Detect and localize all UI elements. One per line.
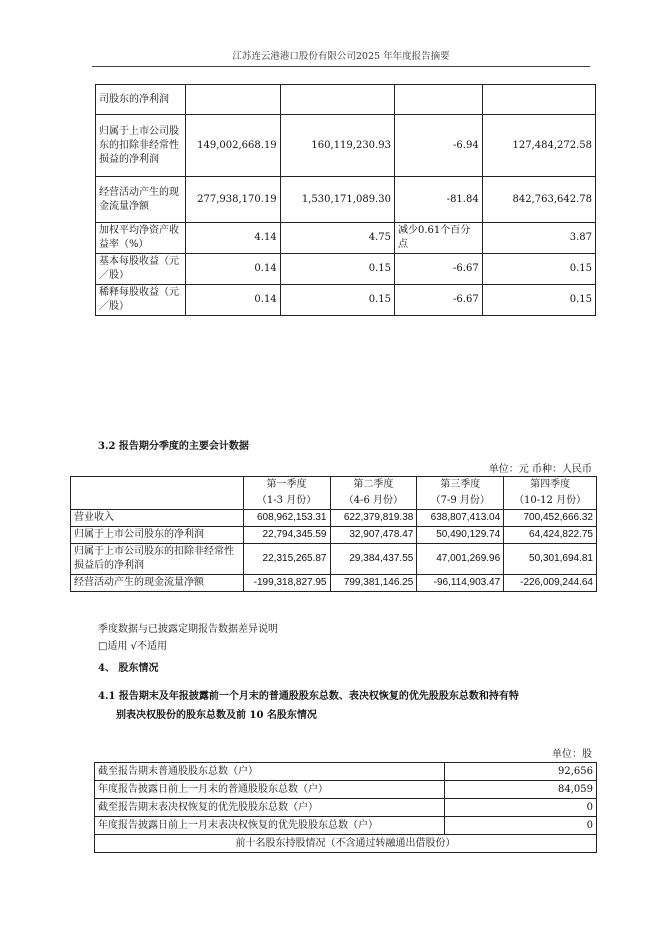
cell: 减少0.61个百分点 — [394, 223, 482, 254]
cell: -226,009,244.64 — [504, 575, 597, 592]
cell: 700,452,666.32 — [504, 510, 597, 527]
row-label: 截至报告期末普通股股东总数（户） — [95, 763, 445, 781]
row-label: 经营活动产生的现金流量净额 — [96, 177, 186, 223]
cell: -6.67 — [394, 254, 482, 285]
table-row — [71, 575, 597, 592]
row-label: 经营活动产生的现金流量净额 — [71, 575, 244, 592]
cell: 0.15 — [280, 285, 394, 316]
cell: 4.14 — [185, 223, 280, 254]
quarterly-data-table — [70, 476, 597, 592]
cell — [185, 85, 280, 115]
table-row — [71, 544, 597, 575]
table-header-row — [71, 477, 597, 494]
cell: 799,381,146.25 — [330, 575, 417, 592]
section-title: 4、 股东情况 — [98, 663, 159, 674]
annual-data-table — [95, 84, 596, 316]
cell — [394, 85, 482, 115]
cell: -96,114,903.47 — [417, 575, 504, 592]
header-q4: 第四季度 — [504, 477, 597, 494]
difference-note: 季度数据与已披露定期报告数据差异说明 — [98, 624, 278, 635]
table-row — [95, 835, 597, 853]
subsection-title-cont: 别表决权股份的股东总数及前 10 名股东情况 — [116, 710, 317, 721]
row-label: 司股东的净利润 — [96, 85, 186, 115]
cell: 92,656 — [444, 763, 596, 781]
header-q1: 第一季度 — [243, 477, 330, 494]
cell: 0.14 — [185, 254, 280, 285]
cell: 32,907,478.47 — [330, 527, 417, 544]
table-row — [95, 781, 597, 799]
header-q4-sub: （10-12 月份） — [504, 493, 597, 510]
row-label: 截至报告期末表决权恢复的优先股股东总数（户） — [95, 799, 445, 817]
table-row — [95, 799, 597, 817]
cell: 29,384,437.55 — [330, 544, 417, 575]
cell — [482, 85, 595, 115]
cell: 0 — [444, 817, 596, 835]
cell — [280, 85, 394, 115]
subsection-title: 4.1 报告期末及年报披露前一个月末的普通股股东总数、表决权恢复的优先股股东总数和持有特 — [98, 691, 519, 702]
cell: 22,794,345.59 — [243, 527, 330, 544]
table-row — [96, 177, 596, 223]
cell: 277,938,170.19 — [185, 177, 280, 223]
cell: -199,318,827.95 — [243, 575, 330, 592]
row-label: 营业收入 — [71, 510, 244, 527]
cell: 149,002,668.19 — [185, 115, 280, 177]
cell: 22,315,265.87 — [243, 544, 330, 575]
cell: 0 — [444, 799, 596, 817]
cell: 127,484,272.58 — [482, 115, 595, 177]
unit-label: 单位：股 — [552, 749, 592, 760]
header-empty — [71, 477, 244, 510]
cell: -6.67 — [394, 285, 482, 316]
table-row — [71, 510, 597, 527]
table-row — [96, 223, 596, 254]
header-q1-sub: （1-3 月份） — [243, 493, 330, 510]
cell: 3.87 — [482, 223, 595, 254]
applicable-options: □适用 √不适用 — [98, 641, 167, 652]
header-q2: 第二季度 — [330, 477, 417, 494]
header-q2-sub: （4-6 月份） — [330, 493, 417, 510]
row-label: 年度报告披露日前上一月末表决权恢复的优先股股东总数（户） — [95, 817, 445, 835]
section-title: 3.2 报告期分季度的主要会计数据 — [98, 441, 249, 452]
cell: 4.75 — [280, 223, 394, 254]
page-header: 江苏连云港港口股份有限公司2025 年年度报告摘要 — [92, 48, 590, 67]
row-label: 归属于上市公司股东的扣除非经常性损益的净利润 — [96, 115, 186, 177]
header-q3: 第三季度 — [417, 477, 504, 494]
cell: 0.15 — [482, 285, 595, 316]
cell: 64,424,822.75 — [504, 527, 597, 544]
unit-label: 单位：元 币种：人民币 — [488, 464, 592, 475]
cell: 638,807,413.04 — [417, 510, 504, 527]
cell: 160,119,230.93 — [280, 115, 394, 177]
cell: 0.15 — [280, 254, 394, 285]
header-q3-sub: （7-9 月份） — [417, 493, 504, 510]
row-label: 稀释每股收益（元／股） — [96, 285, 186, 316]
cell: 50,301,694.81 — [504, 544, 597, 575]
cell: 84,059 — [444, 781, 596, 799]
cell: 47,001,269.96 — [417, 544, 504, 575]
cell: 608,962,153.31 — [243, 510, 330, 527]
row-label: 基本每股收益（元／股） — [96, 254, 186, 285]
table-row — [96, 115, 596, 177]
table-row — [95, 763, 597, 781]
row-label: 归属于上市公司股东的扣除非经常性损益后的净利润 — [71, 544, 244, 575]
top10-header: 前十名股东持股情况（不含通过转融通出借股份） — [95, 835, 597, 853]
table-row — [71, 527, 597, 544]
cell: 842,763,642.78 — [482, 177, 595, 223]
cell: 1,530,171,089.30 — [280, 177, 394, 223]
row-label: 归属于上市公司股东的净利润 — [71, 527, 244, 544]
row-label: 年度报告披露日前上一月末的普通股股东总数（户） — [95, 781, 445, 799]
cell: -81.84 — [394, 177, 482, 223]
row-label: 加权平均净资产收益率（%） — [96, 223, 186, 254]
table-row — [96, 85, 596, 115]
cell: 0.14 — [185, 285, 280, 316]
cell: 0.15 — [482, 254, 595, 285]
cell: -6.94 — [394, 115, 482, 177]
shareholder-count-table — [94, 762, 597, 853]
table-row — [96, 285, 596, 316]
cell: 50,490,129.74 — [417, 527, 504, 544]
table-row — [95, 817, 597, 835]
cell: 622,379,819.38 — [330, 510, 417, 527]
table-row — [96, 254, 596, 285]
